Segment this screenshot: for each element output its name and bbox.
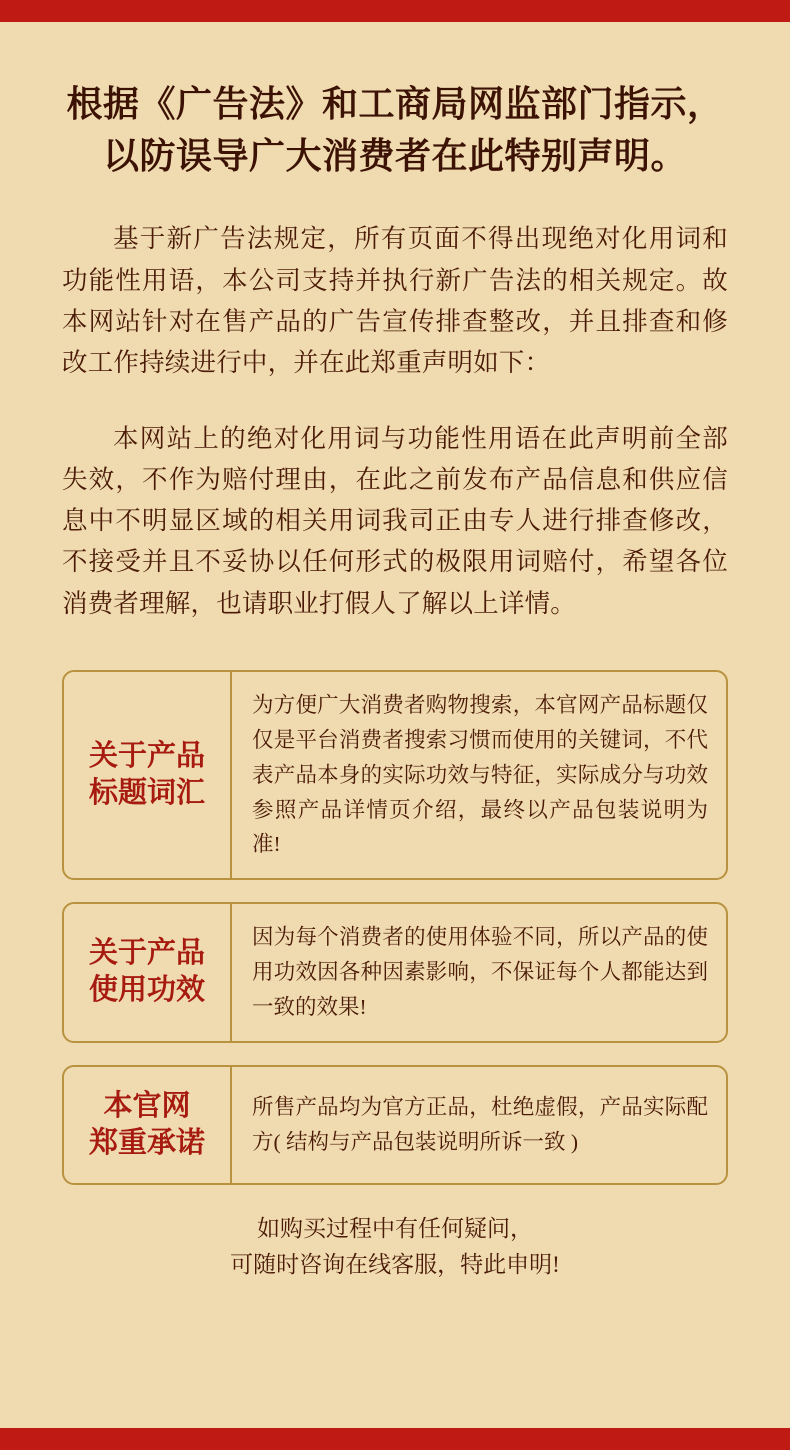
page-title-line-1: 根据《广告法》和工商局网监部门指示， xyxy=(66,84,724,124)
notice-card-product-title xyxy=(62,670,728,880)
notice-card-product-efficacy xyxy=(62,902,728,1042)
notice-card-title xyxy=(64,1067,232,1183)
notice-card-title-line-1: 关于产品 xyxy=(88,740,205,772)
bottom-red-bar xyxy=(0,1428,790,1450)
page-title-line-2: 以防误导广大消费者在此特别声明。 xyxy=(102,136,687,177)
footer-note xyxy=(62,1211,728,1285)
paragraph-basis: 基于新广告法规定，所有页面不得出现绝对化用词和功能性用语，本公司支持并执行新广告法的相关规定。故本网站针对在售产品的广告宣传排查整改，并且排查和修改工作持续进行中，并在此郑重声明如下： xyxy=(62,224,728,378)
statement-sheet xyxy=(0,22,790,1428)
notice-card-body: 所售产品均为官方正品，杜绝虚假，产品实际配方( 结构与产品包装说明所诉一致 ) xyxy=(252,1094,708,1154)
notice-card-title-line-1: 关于产品 xyxy=(88,937,205,970)
notice-card-official-promise xyxy=(62,1065,728,1185)
footer-line-1: 如购买过程中有任何疑问， xyxy=(257,1215,533,1241)
notice-card-title-line-2: 郑重承诺 xyxy=(88,1126,205,1159)
notice-card-body: 为方便广大消费者购物搜索，本官网产品标题仅仅是平台消费者搜索习惯而使用的关键词，不代表产品本身的实际功效与特征，实际成分与功效参照产品详情页介绍，最终以产品包装说明为准! xyxy=(252,693,708,857)
footer-line-2: 可随时咨询在线客服，特此申明! xyxy=(230,1252,560,1278)
page-title xyxy=(62,22,728,182)
notice-card-title-line-2: 使用功效 xyxy=(88,974,205,1007)
notice-card-title-line-2: 标题词汇 xyxy=(88,777,205,810)
notice-card-title xyxy=(64,904,232,1040)
notice-card-body: 因为每个消费者的使用体验不同，所以产品的使用功效因各种因素影响，不保证每个人都能达到一致的效果! xyxy=(252,925,708,1019)
notice-card-title xyxy=(64,672,232,878)
notice-card-title-line-1: 本官网 xyxy=(103,1089,191,1122)
paragraph-invalidation: 本网站上的绝对化用词与功能性用语在此声明前全部失效，不作为赔付理由，在此之前发布产品信息和供应信息中不明显区域的相关用词我司正由专人进行排查修改，不接受并且不妥协以任何形式的极限用词赔付，希望各位消费者理解，也请职业打假人了解以上详情。 xyxy=(62,423,728,618)
top-red-bar xyxy=(0,0,790,22)
notice-card-list xyxy=(62,670,728,1185)
